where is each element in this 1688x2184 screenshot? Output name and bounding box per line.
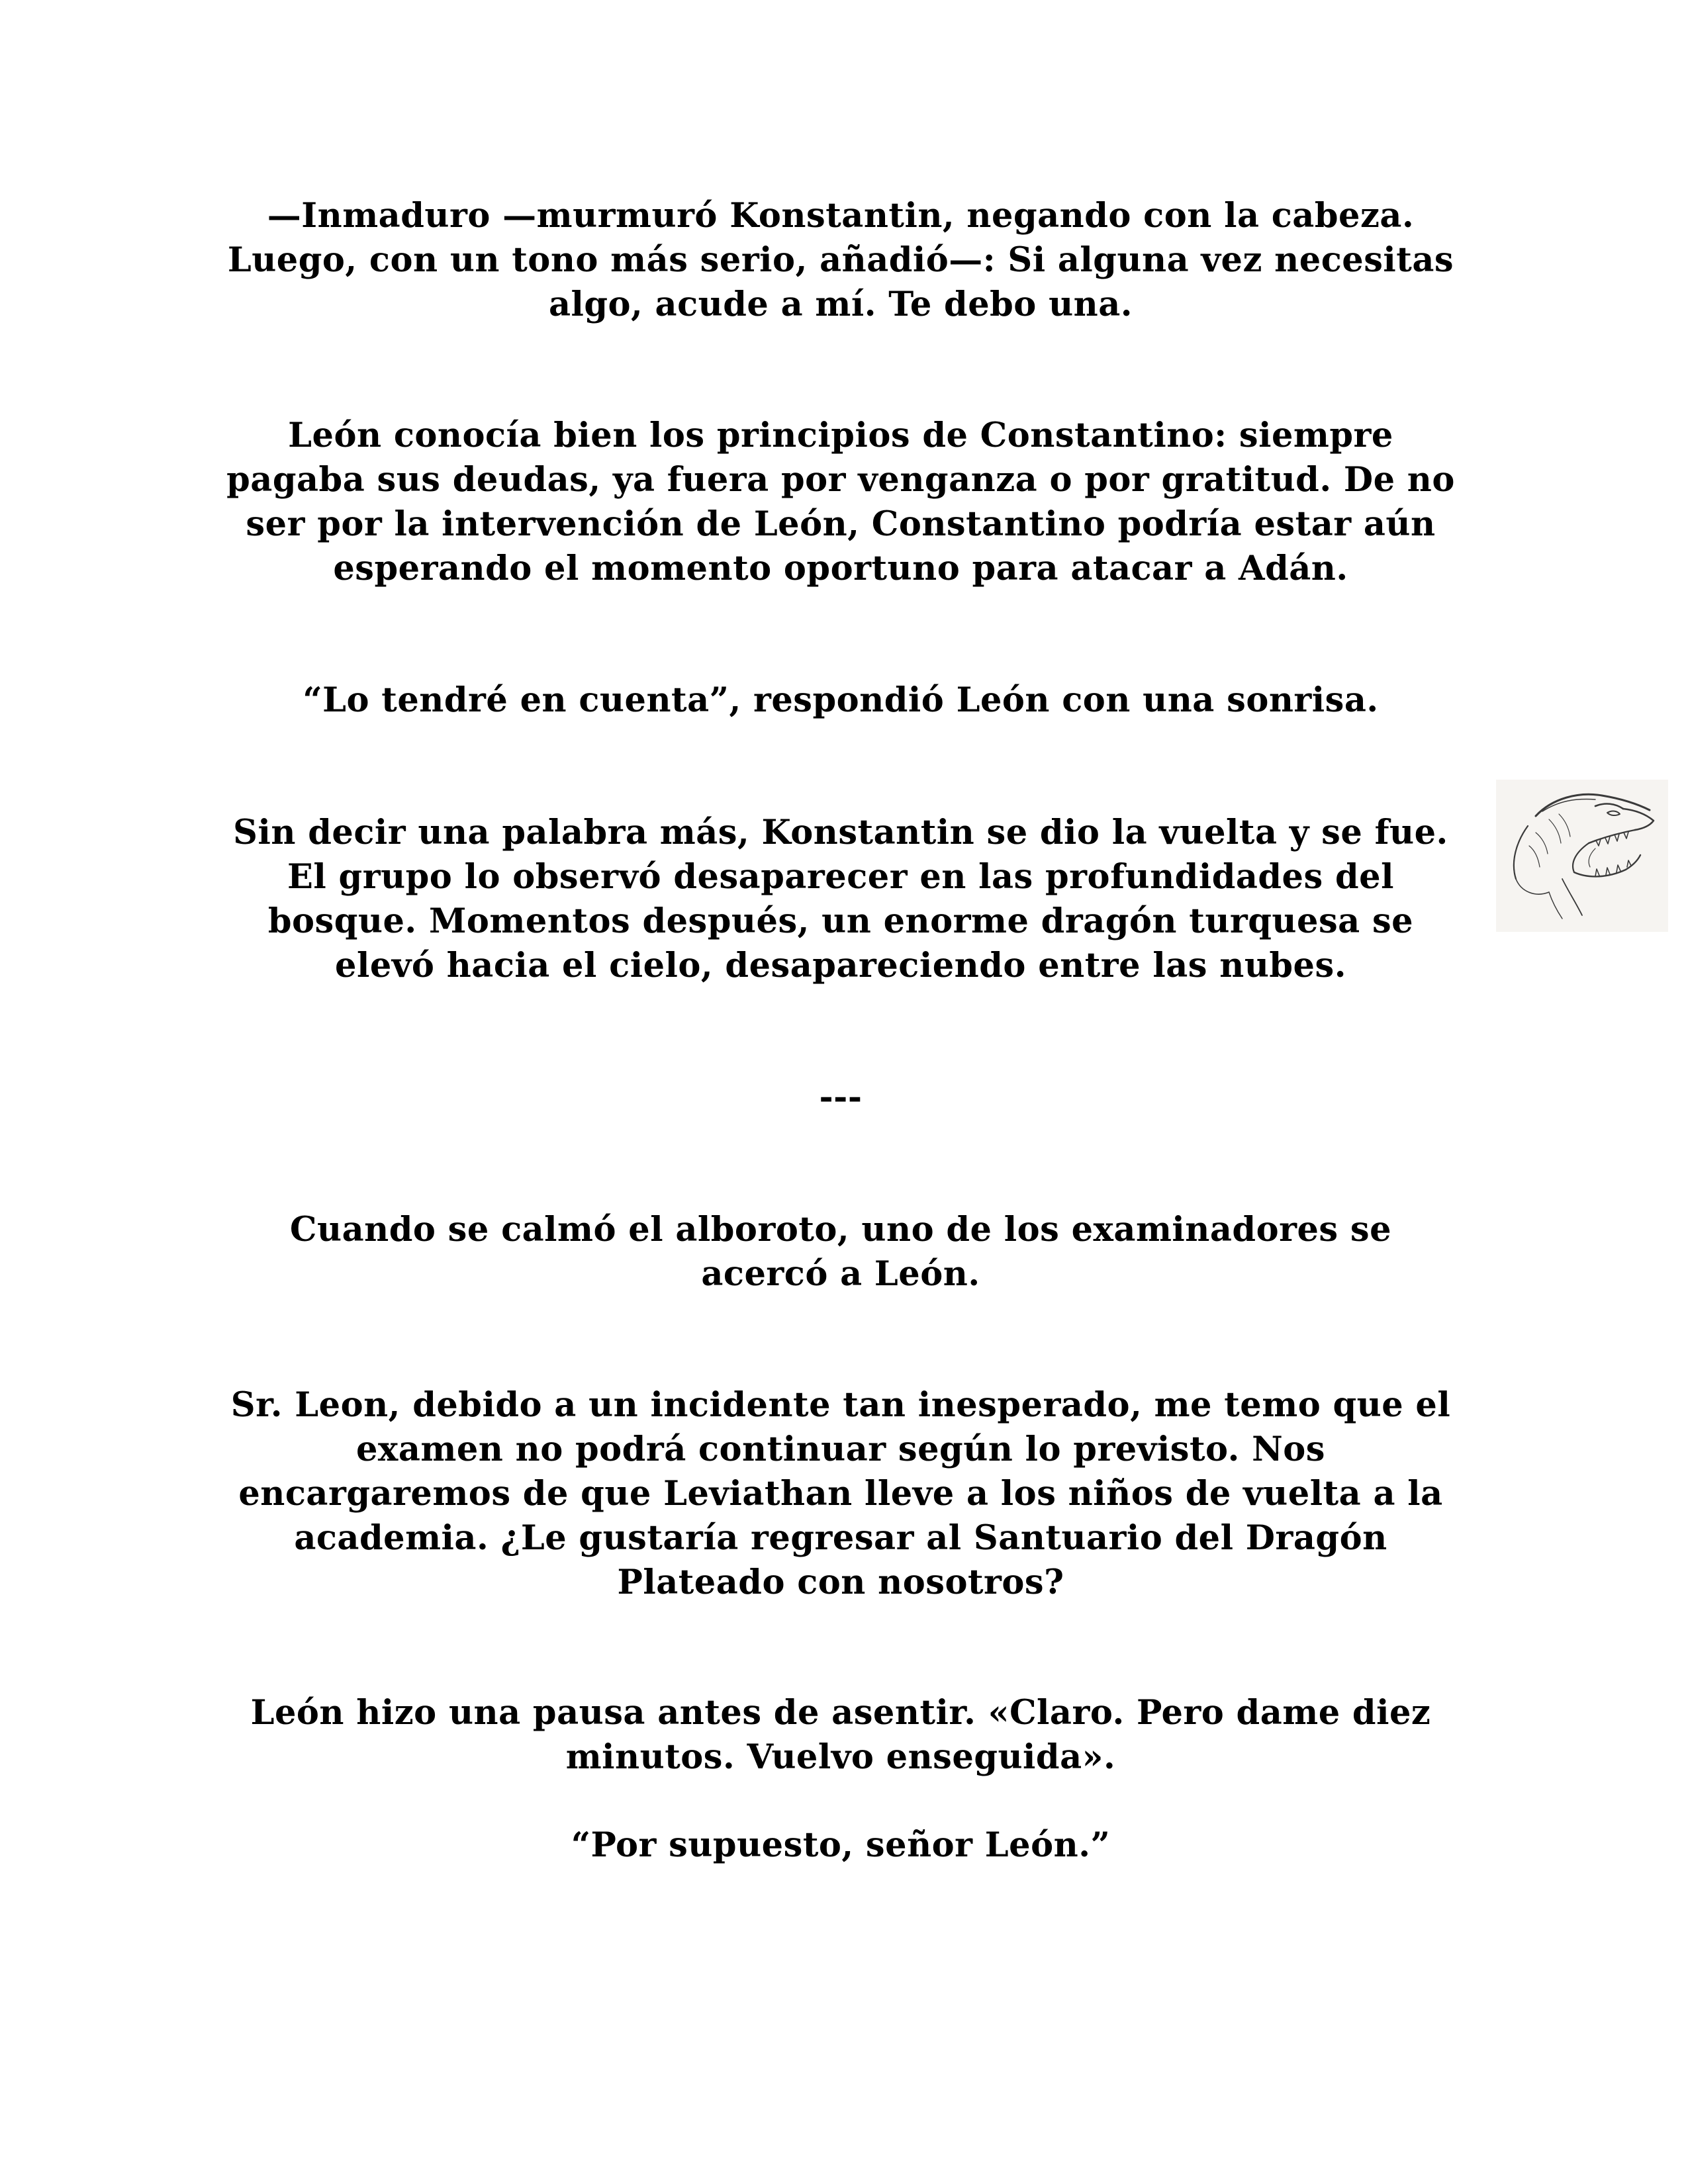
paragraph-konstantin-leaves: Sin decir una palabra más, Konstantin se dio la vuelta y se fue. El grupo lo observó desaparecer en las profundidades del bosque. Momentos después, un enorme dragón turquesa se elevó hacia el cielo, desapareciendo entre las nubes. [233, 813, 1448, 985]
dragon-head-sketch-icon [1496, 780, 1668, 932]
paragraph-leon-response: “Lo tendré en cuenta”, respondió León con una sonrisa. [303, 680, 1379, 720]
section-separator: --- [819, 1077, 863, 1117]
paragraph-examiner-speech: Sr. Leon, debido a un incidente tan inesperado, me temo que el examen no podrá continuar según lo previsto. Nos encargaremos de que Leviathan lleve a los niños de vuelta a la academia. ¿Le gustaría regresar al Santuario del Dragón Plateado con nosotros? [230, 1385, 1451, 1602]
paragraph-konstantin-reply: —Inmaduro —murmuró Konstantin, negando con la cabeza. Luego, con un tono más serio, añadió—: Si alguna vez necesitas algo, acude a mí. Te debo una. [227, 196, 1454, 324]
paragraph-examiner-approaches: Cuando se calmó el alboroto, uno de los examinadores se acercó a León. [289, 1210, 1392, 1294]
paragraph-leon-agrees: León hizo una pausa antes de asentir. «Claro. Pero dame diez minutos. Vuelvo enseguida». [250, 1693, 1431, 1777]
paragraph-final-reply: “Por supuesto, señor León.” [571, 1825, 1111, 1865]
paragraph-leon-principles: León conocía bien los principios de Constantino: siempre pagaba sus deudas, ya fuera por venganza o por gratitud. De no ser por la intervención de León, Constantino podría estar aún esperando el momento oportuno para atacar a Adán. [226, 416, 1455, 588]
